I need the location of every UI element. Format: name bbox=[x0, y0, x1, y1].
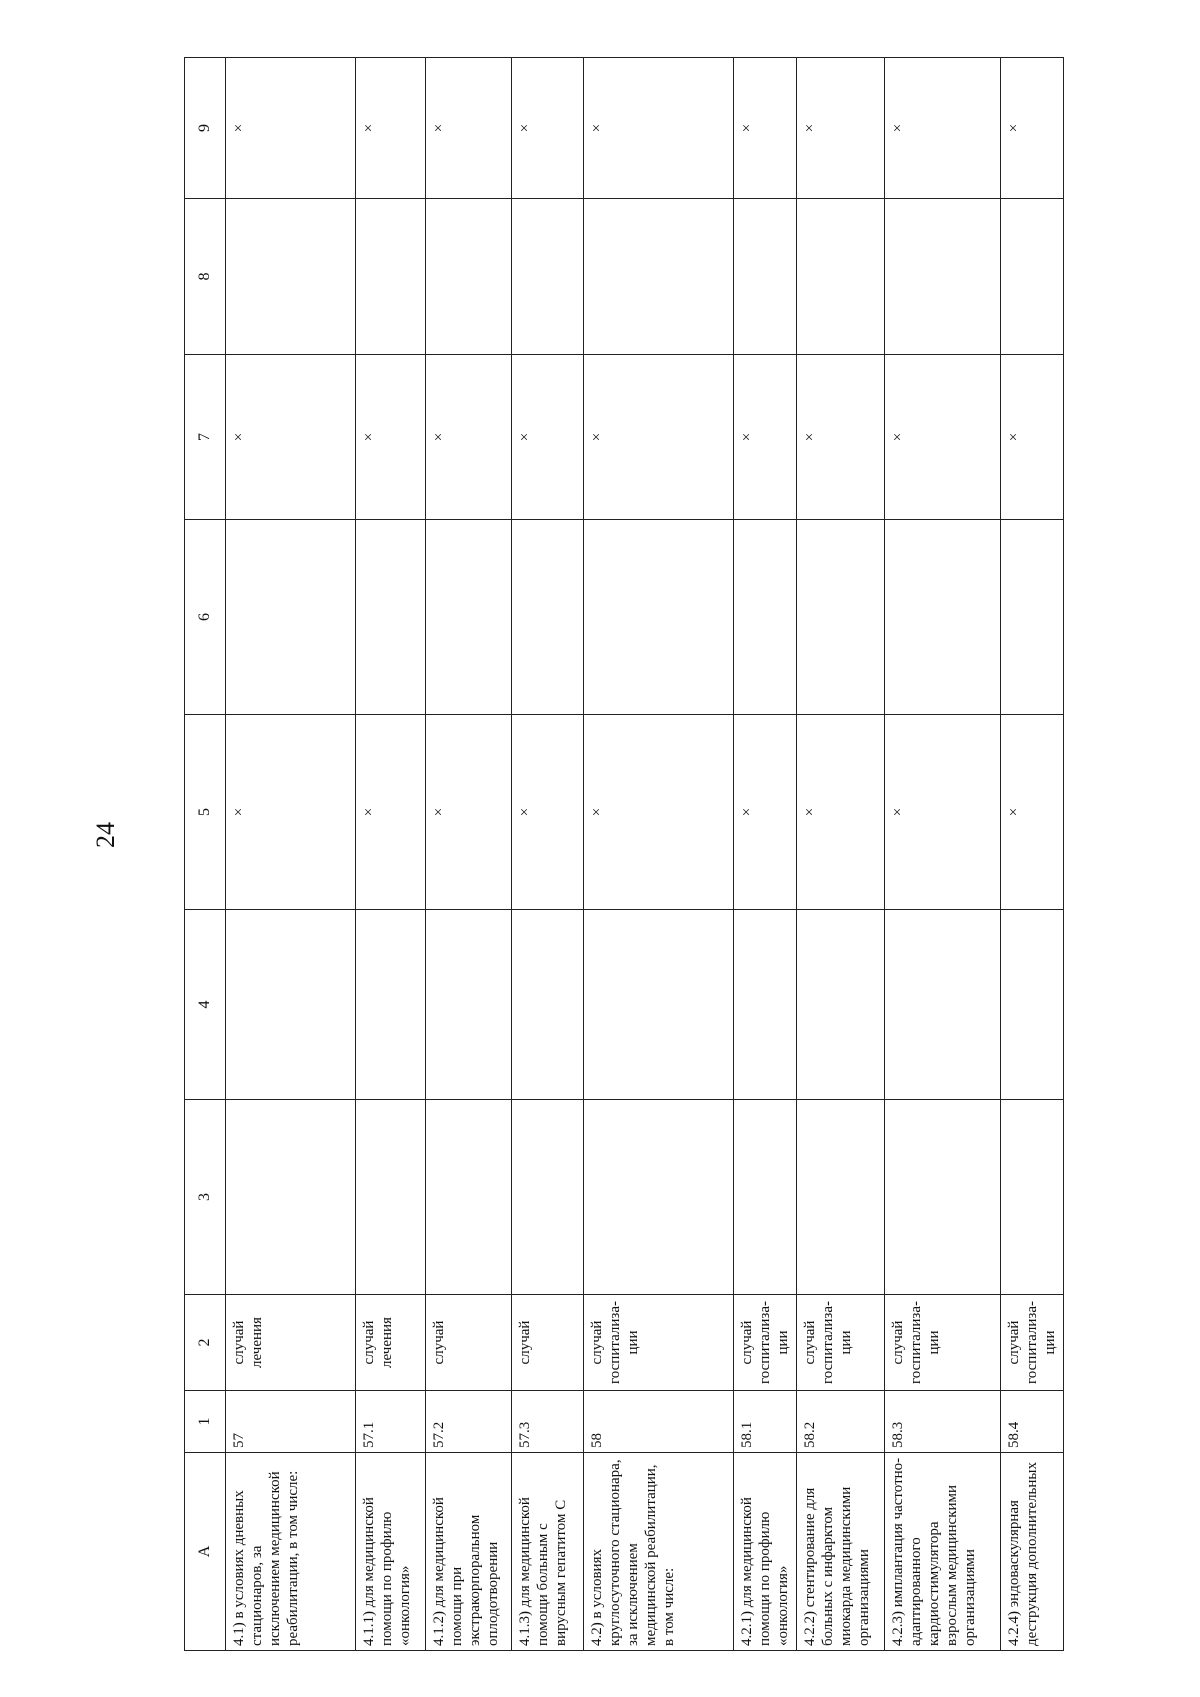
col7-cell: × bbox=[584, 355, 734, 520]
col3-cell bbox=[584, 1100, 734, 1295]
col7-cell: × bbox=[512, 355, 584, 520]
col8-cell bbox=[356, 199, 426, 355]
row-unit-cell: случай лечения bbox=[226, 1295, 356, 1391]
row-code-cell: 57 bbox=[226, 1391, 356, 1453]
col8-cell bbox=[584, 199, 734, 355]
col6-cell bbox=[797, 520, 885, 715]
table-row bbox=[356, 58, 426, 1651]
col8-cell bbox=[426, 199, 512, 355]
col6-cell bbox=[584, 520, 734, 715]
data-table bbox=[184, 57, 1064, 1651]
row-unit-cell: случай госпитализа-ции bbox=[734, 1295, 797, 1391]
col4-cell bbox=[356, 910, 426, 1100]
col3-cell bbox=[797, 1100, 885, 1295]
row-code-cell: 58 bbox=[584, 1391, 734, 1453]
col4-cell bbox=[226, 910, 356, 1100]
col5-cell: × bbox=[426, 715, 512, 910]
col6-cell bbox=[512, 520, 584, 715]
row-code-cell: 58.3 bbox=[885, 1391, 1001, 1453]
row-unit-cell: случай bbox=[426, 1295, 512, 1391]
row-name-cell: 4.1) в условиях дневных стационаров, за исключением медицинской реабилитации, в том числе: bbox=[226, 1453, 356, 1651]
col8-cell bbox=[1001, 199, 1064, 355]
row-unit-cell: случай госпитализа-ции bbox=[885, 1295, 1001, 1391]
col6-cell bbox=[426, 520, 512, 715]
row-name-cell: 4.2.4) эндоваскулярная деструкция дополнительных bbox=[1001, 1453, 1064, 1651]
row-name-cell: 4.1.3) для медицинской помощи больным с вирусным гепатитом С bbox=[512, 1453, 584, 1651]
col3-cell bbox=[1001, 1100, 1064, 1295]
row-name-cell: 4.1.1) для медицинской помощи по профилю «онкология» bbox=[356, 1453, 426, 1651]
header-cell: А bbox=[185, 1453, 226, 1651]
row-name-cell: 4.2) в условиях круглосуточного стационара, за исключением медицинской реабилитации, в том числе: bbox=[584, 1453, 734, 1651]
row-unit-cell: случай bbox=[512, 1295, 584, 1391]
table-container bbox=[184, 58, 1156, 1651]
row-name-cell: 4.2.3) имплантация частотно-адаптированного кардиостимулятора взрослым медицинскими организациями bbox=[885, 1453, 1001, 1651]
row-name-cell: 4.1.2) для медицинской помощи при экстракорпоральном оплодотворении bbox=[426, 1453, 512, 1651]
col9-cell: × bbox=[734, 58, 797, 199]
col5-cell: × bbox=[797, 715, 885, 910]
col3-cell bbox=[734, 1100, 797, 1295]
col9-cell: × bbox=[426, 58, 512, 199]
col7-cell: × bbox=[885, 355, 1001, 520]
table-row bbox=[226, 58, 356, 1651]
col6-cell bbox=[885, 520, 1001, 715]
col3-cell bbox=[426, 1100, 512, 1295]
col3-cell bbox=[885, 1100, 1001, 1295]
row-code-cell: 57.1 bbox=[356, 1391, 426, 1453]
table-row bbox=[797, 58, 885, 1651]
col7-cell: × bbox=[1001, 355, 1064, 520]
col8-cell bbox=[226, 199, 356, 355]
col5-cell: × bbox=[356, 715, 426, 910]
row-unit-cell: случай госпитализа-ции bbox=[584, 1295, 734, 1391]
row-name-cell: 4.2.2) стентирование для больных с инфарктом миокарда медицинскими организациями bbox=[797, 1453, 885, 1651]
col8-cell bbox=[797, 199, 885, 355]
col3-cell bbox=[226, 1100, 356, 1295]
table-row bbox=[426, 58, 512, 1651]
row-name-cell: 4.2.1) для медицинской помощи по профилю «онкология» bbox=[734, 1453, 797, 1651]
col5-cell: × bbox=[512, 715, 584, 910]
col4-cell bbox=[885, 910, 1001, 1100]
col7-cell: × bbox=[226, 355, 356, 520]
col7-cell: × bbox=[734, 355, 797, 520]
row-code-cell: 57.2 bbox=[426, 1391, 512, 1453]
col9-cell: × bbox=[797, 58, 885, 199]
col9-cell: × bbox=[512, 58, 584, 199]
col6-cell bbox=[356, 520, 426, 715]
col9-cell: × bbox=[226, 58, 356, 199]
row-code-cell: 58.4 bbox=[1001, 1391, 1064, 1453]
page-number: 24 bbox=[91, 822, 120, 848]
col6-cell bbox=[1001, 520, 1064, 715]
col4-cell bbox=[797, 910, 885, 1100]
header-cell: 5 bbox=[185, 715, 226, 910]
col4-cell bbox=[1001, 910, 1064, 1100]
col4-cell bbox=[584, 910, 734, 1100]
col7-cell: × bbox=[356, 355, 426, 520]
col4-cell bbox=[426, 910, 512, 1100]
col5-cell: × bbox=[734, 715, 797, 910]
col3-cell bbox=[512, 1100, 584, 1295]
col6-cell bbox=[226, 520, 356, 715]
col8-cell bbox=[512, 199, 584, 355]
col3-cell bbox=[356, 1100, 426, 1295]
col7-cell: × bbox=[426, 355, 512, 520]
table-row bbox=[584, 58, 734, 1651]
row-code-cell: 57.3 bbox=[512, 1391, 584, 1453]
header-cell: 6 bbox=[185, 520, 226, 715]
col4-cell bbox=[734, 910, 797, 1100]
col5-cell: × bbox=[584, 715, 734, 910]
col5-cell: × bbox=[885, 715, 1001, 910]
header-cell: 4 bbox=[185, 910, 226, 1100]
col4-cell bbox=[512, 910, 584, 1100]
col5-cell: × bbox=[226, 715, 356, 910]
table-row bbox=[512, 58, 584, 1651]
header-cell: 7 bbox=[185, 355, 226, 520]
header-cell: 3 bbox=[185, 1100, 226, 1295]
row-code-cell: 58.2 bbox=[797, 1391, 885, 1453]
col6-cell bbox=[734, 520, 797, 715]
col9-cell: × bbox=[885, 58, 1001, 199]
row-unit-cell: случай лечения bbox=[356, 1295, 426, 1391]
col8-cell bbox=[734, 199, 797, 355]
row-unit-cell: случай госпитализа-ции bbox=[797, 1295, 885, 1391]
table-row bbox=[885, 58, 1001, 1651]
table-row bbox=[734, 58, 797, 1651]
header-cell: 1 bbox=[185, 1391, 226, 1453]
table-row bbox=[1001, 58, 1064, 1651]
header-cell: 9 bbox=[185, 58, 226, 199]
header-row bbox=[185, 58, 226, 1651]
col9-cell: × bbox=[356, 58, 426, 199]
col8-cell bbox=[885, 199, 1001, 355]
header-cell: 8 bbox=[185, 199, 226, 355]
header-cell: 2 bbox=[185, 1295, 226, 1391]
row-code-cell: 58.1 bbox=[734, 1391, 797, 1453]
col5-cell: × bbox=[1001, 715, 1064, 910]
table-body bbox=[226, 58, 1064, 1651]
row-unit-cell: случай госпитализа-ции bbox=[1001, 1295, 1064, 1391]
col7-cell: × bbox=[797, 355, 885, 520]
col9-cell: × bbox=[1001, 58, 1064, 199]
col9-cell: × bbox=[584, 58, 734, 199]
